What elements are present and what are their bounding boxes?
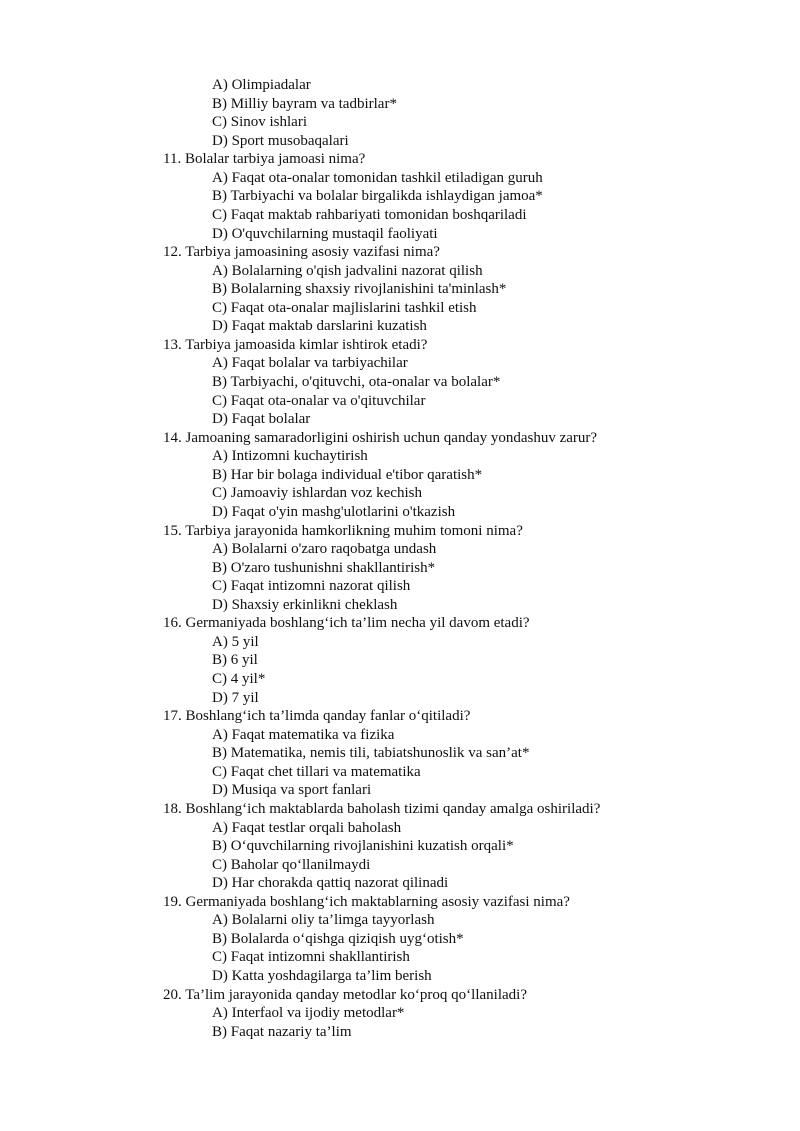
option-line: C) Faqat ota-onalar va o'qituvchilar xyxy=(212,392,426,409)
option-line: A) 5 yil xyxy=(212,633,259,650)
option-line: D) O'quvchilarning mustaqil faoliyati xyxy=(212,225,438,242)
question-18: 18. Boshlang‘ich maktablarda baholash tizimi qanday amalga oshiriladi? xyxy=(163,800,601,817)
document-page xyxy=(0,76,800,1041)
option-line: D) Shaxsiy erkinlikni cheklash xyxy=(212,596,398,613)
question-17: 17. Boshlang‘ich ta’limda qanday fanlar o‘qitiladi? xyxy=(163,708,471,725)
option-line: A) Faqat testlar orqali baholash xyxy=(212,819,402,836)
option-line: D) Katta yoshdagilarga ta’lim berish xyxy=(212,968,432,984)
question-14: 14. Jamoaning samaradorligini oshirish uchun qanday yondashuv zarur? xyxy=(163,429,598,446)
option-line: B) Bolalarda o‘qishga qiziqish uyg‘otish* xyxy=(212,930,464,947)
option-line: A) Interfaol va ijodiy metodlar* xyxy=(212,1005,405,1022)
option-line: A) Bolalarning o'qish jadvalini nazorat qilish xyxy=(212,262,483,279)
option-line: C) 4 yil* xyxy=(212,671,266,687)
option-line: B) 6 yil xyxy=(212,652,258,669)
option-line: C) Faqat intizomni nazorat qilish xyxy=(212,578,411,595)
option-line: B) Faqat nazariy ta’lim xyxy=(212,1023,352,1040)
question-13: 13. Tarbiya jamoasida kimlar ishtirok etadi? xyxy=(163,336,428,353)
option-line: C) Jamoaviy ishlardan voz kechish xyxy=(212,485,422,502)
question-16: 16. Germaniyada boshlang‘ich ta’lim necha yil davom etadi? xyxy=(163,615,530,632)
question-19: 19. Germaniyada boshlang‘ich maktablarning asosiy vazifasi nima? xyxy=(163,893,570,910)
question-15: 15. Tarbiya jarayonida hamkorlikning muhim tomoni nima? xyxy=(163,522,523,539)
option-line: D) Musiqa va sport fanlari xyxy=(212,782,372,799)
option-line: D) Har chorakda qattiq nazorat qilinadi xyxy=(212,875,449,892)
option-line: B) Bolalarning shaxsiy rivojlanishini ta'minlash* xyxy=(212,281,507,298)
option-line: B) Milliy bayram va tadbirlar* xyxy=(212,95,397,112)
option-line: C) Baholar qo‘llanilmaydi xyxy=(212,856,371,873)
question-11: 11. Bolalar tarbiya jamoasi nima? xyxy=(163,151,366,168)
option-line: D) 7 yil xyxy=(212,689,259,706)
option-line: B) Tarbiyachi va bolalar birgalikda ishlaydigan jamoa* xyxy=(212,188,543,205)
option-line: C) Sinov ishlari xyxy=(212,114,308,131)
option-line: D) Sport musobaqalari xyxy=(212,132,349,149)
option-line: A) Bolalarni o'zaro raqobatga undash xyxy=(212,541,437,558)
option-line: C) Faqat chet tillari va matematika xyxy=(212,763,421,780)
option-line: C) Faqat ota-onalar majlislarini tashkil etish xyxy=(212,299,477,316)
option-line: A) Olimpiadalar xyxy=(212,77,311,93)
option-line: B) Har bir bolaga individual e'tibor qaratish* xyxy=(212,466,483,483)
option-line: B) Matematika, nemis tili, tabiatshunoslik va san’at* xyxy=(212,745,530,762)
option-line: D) Faqat o'yin mashg'ulotlarini o'tkazish xyxy=(212,503,456,520)
option-line: D) Faqat bolalar xyxy=(212,411,311,428)
option-line: B) O‘quvchilarning rivojlanishini kuzatish orqali* xyxy=(212,838,514,855)
option-line: A) Faqat matematika va fizika xyxy=(212,726,395,743)
option-line: B) O'zaro tushunishni shakllantirish* xyxy=(212,559,436,576)
option-line: D) Faqat maktab darslarini kuzatish xyxy=(212,318,427,335)
question-12: 12. Tarbiya jamoasining asosiy vazifasi nima? xyxy=(163,244,440,261)
option-line: B) Tarbiyachi, o'qituvchi, ota-onalar va bolalar* xyxy=(212,374,501,390)
option-line: A) Faqat ota-onalar tomonidan tashkil etiladigan guruh xyxy=(212,169,543,186)
option-line: A) Intizomni kuchaytirish xyxy=(212,448,368,465)
option-line: C) Faqat maktab rahbariyati tomonidan boshqariladi xyxy=(212,206,527,223)
option-line: A) Faqat bolalar va tarbiyachilar xyxy=(212,355,408,372)
question-20: 20. Ta’lim jarayonida qanday metodlar ko‘proq qo‘llaniladi? xyxy=(163,986,527,1003)
option-line: C) Faqat intizomni shakllantirish xyxy=(212,949,410,966)
option-line: A) Bolalarni oliy ta’limga tayyorlash xyxy=(212,912,435,929)
